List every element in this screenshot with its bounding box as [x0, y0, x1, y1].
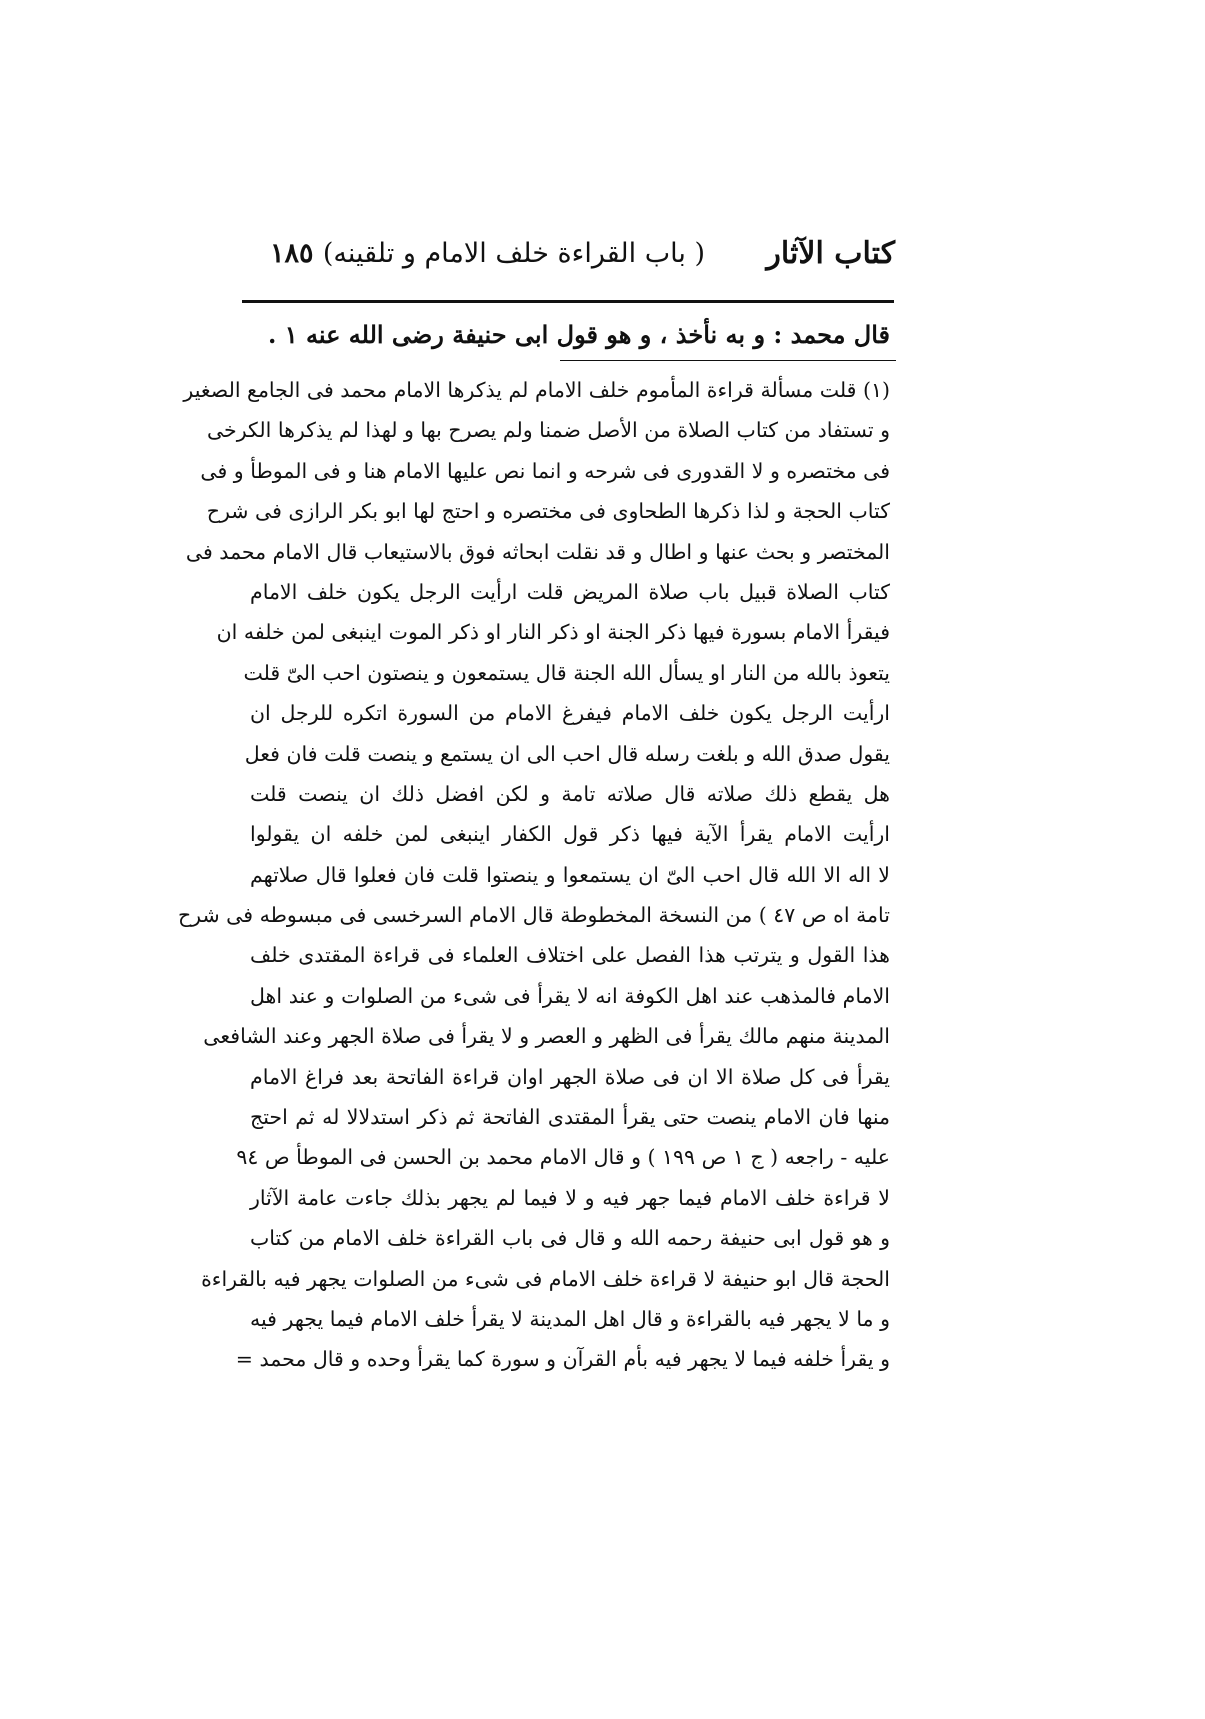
footnote-line: يتعوذ بالله من النار او يسأل الله الجنة قال يستمعون و ينصتون احب الیّ قلت — [243, 660, 890, 685]
chapter-title: ( باب القراءة خلف الامام و تلقينه) — [322, 238, 705, 269]
page-number: ١٨٥ — [270, 238, 314, 269]
footnote-divider — [560, 360, 896, 361]
footnote-line: و تستفاد من كتاب الصلاة من الأصل ضمنا ولم يصرح بها و لهذا لم يذكرها الكرخی — [206, 418, 890, 443]
footnote-line: فی مختصره و لا القدوری فی شرحه و انما نص عليها الامام هنا و فی الموطأ و فی — [200, 458, 890, 483]
footnote-line: يقول صدق الله و بلغت رسله قال احب الی ان يستمع و ينصت قلت فان فعل — [244, 741, 890, 766]
footnote-line: الامام فالمذهب عند اهل الكوفة انه لا يقرأ فی شیء من الصلوات و عند اهل — [250, 983, 890, 1008]
footnote-line: و يقرأ خلفه فيما لا يجهر فيه بأم القرآن و سورة كما يقرأ وحده و قال محمد = — [235, 1347, 890, 1372]
footnote-line: المدينة منهم مالك يقرأ فی الظهر و العصر و لا يقرأ فی صلاة الجهر وعند الشافعی — [203, 1024, 890, 1049]
footnote-block — [177, 370, 890, 1380]
page-header — [240, 232, 895, 290]
main-text: قال محمد : و به نأخذ ، و هو قول ابی حنيفة رضی الله عنه ١ . — [268, 320, 890, 349]
footnote-line: هل يقطع ذلك صلاته قال صلاته تامة و لكن افضل ذلك ان ينصت قلت — [250, 781, 890, 806]
footnote-line: هذا القول و يترتب هذا الفصل على اختلاف العلماء فی قراءة المقتدی خلف — [250, 943, 890, 968]
footnote-line: فيقرأ الامام بسورة فيها ذكر الجنة او ذكر النار او ذكر الموت اينبغی لمن خلفه ان — [216, 620, 890, 645]
footnote-line: الحجة قال ابو حنيفة لا قراءة خلف الامام فی شیء من الصلوات يجهر فيه بالقراءة — [201, 1266, 890, 1291]
footnote-line: عليه - راجعه ( ج ١ ص ١٩٩ ) و قال الامام محمد بن الحسن فی الموطأ ص ٩٤ — [236, 1145, 890, 1170]
footnote-line: ارأيت الرجل يكون خلف الامام فيفرغ الامام من السورة اتكره للرجل ان — [250, 701, 890, 726]
footnote-line: المختصر و بحث عنها و اطال و قد نقلت ابحاثه فوق بالاستيعاب قال الامام محمد فی — [185, 539, 890, 564]
footnote-line: و ما لا يجهر فيه بالقراءة و قال اهل المدينة لا يقرأ خلف الامام فيما يجهر فيه — [250, 1306, 890, 1331]
footnote-line: لا قراءة خلف الامام فيما جهر فيه و لا فيما لم يجهر بذلك جاءت عامة الآثار — [250, 1185, 890, 1210]
footnote-line: يقرأ فی كل صلاة الا ان فی صلاة الجهر اوان قراءة الفاتحة بعد فراغ الامام — [250, 1064, 890, 1089]
footnote-line: لا اله الا الله قال احب الیّ ان يستمعوا و ينصتوا قلت فان فعلوا قال صلاتهم — [250, 862, 890, 887]
footnote-line: منها فان الامام ينصت حتى يقرأ المقتدی الفاتحة ثم ذكر استدلالا له ثم احتج — [250, 1105, 890, 1130]
footnote-line: ارأيت الامام يقرأ الآية فيها ذكر قول الكفار اينبغی لمن خلفه ان يقولوا — [250, 822, 890, 847]
footnote-line: و هو قول ابی حنيفة رحمه الله و قال فی باب القراءة خلف الامام من كتاب — [250, 1226, 890, 1251]
footnote-line: تامة اه ص ٤٧ ) من النسخة المخطوطة قال الامام السرخسی فی مبسوطه فی شرح — [177, 903, 890, 928]
header-divider — [242, 300, 894, 303]
footnote-line: كتاب الحجة و لذا ذكرها الطحاوی فی مختصره و احتج لها ابو بكر الرازی فی شرح — [206, 499, 890, 524]
footnote-line: كتاب الصلاة قبيل باب صلاة المريض قلت ارأيت الرجل يكون خلف الامام — [250, 579, 890, 604]
footnote-line: (١) قلت مسألة قراءة المأموم خلف الامام لم يذكرها الامام محمد فی الجامع الصغير — [183, 378, 890, 402]
book-title: كتاب الآثار — [766, 236, 895, 271]
